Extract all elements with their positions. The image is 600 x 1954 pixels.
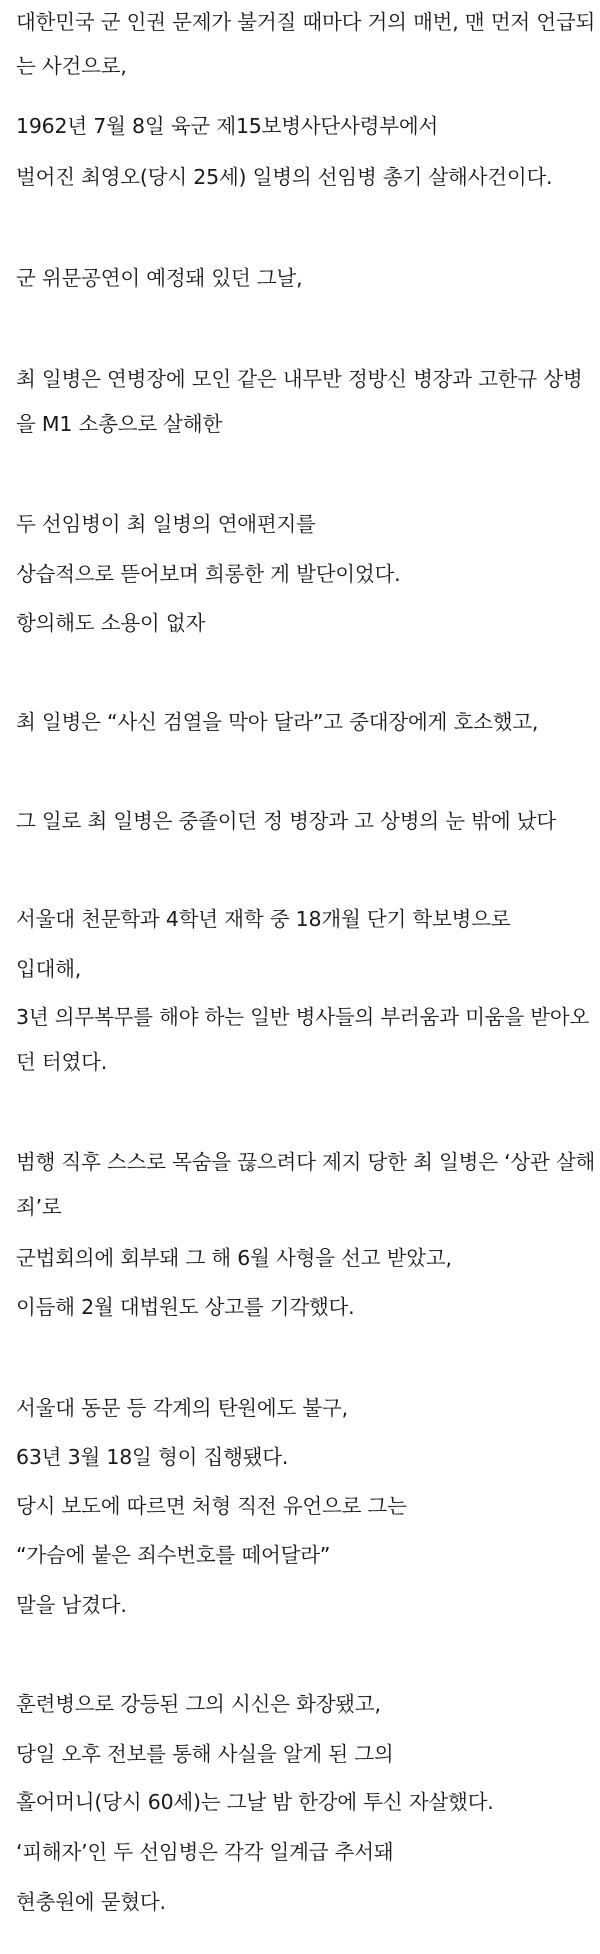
text-line: 죄’로 <box>16 1195 62 1219</box>
text-line: 1962년 7월 8일 육군 제15보병사단사령부에서 <box>16 114 439 138</box>
text-line: 63년 3월 18일 형이 집행됐다. <box>16 1445 289 1469</box>
text-line: 상습적으로 뜯어보며 희롱한 게 발단이었다. <box>16 562 401 586</box>
text-line: 당일 오후 전보를 통해 사실을 알게 된 그의 <box>16 1742 394 1766</box>
text-line: 군 위문공연이 예정돼 있던 그날, <box>16 266 303 290</box>
text-line: 당시 보도에 따르면 처형 직전 유언으로 그는 <box>16 1494 407 1518</box>
text-line: 현충원에 묻혔다. <box>16 1890 166 1914</box>
text-line: 대한민국 군 인권 문제가 불거질 때마다 거의 매번, 맨 먼저 언급되 <box>16 10 596 34</box>
text-line: 최 일병은 연병장에 모인 같은 내무반 정방신 병장과 고한규 상병 <box>16 367 583 391</box>
text-line: 서울대 천문학과 4학년 재학 중 18개월 단기 학보병으로 <box>16 907 511 931</box>
text-line: 항의해도 소용이 없자 <box>16 611 206 635</box>
text-line: 던 터였다. <box>16 1050 108 1074</box>
text-line: 최 일병은 “사신 검열을 막아 달라”고 중대장에게 호소했고, <box>16 710 539 734</box>
text-line: 을 M1 소총으로 살해한 <box>16 412 223 436</box>
text-line: 3년 의무복무를 해야 하는 일반 병사들의 부러움과 미움을 받아오 <box>16 1005 590 1029</box>
text-line: 홀어머니(당시 60세)는 그날 밤 한강에 투신 자살했다. <box>16 1790 494 1814</box>
text-line: 서울대 동문 등 각계의 탄원에도 불구, <box>16 1396 348 1420</box>
text-line: 는 사건으로, <box>16 54 127 78</box>
text-line: 두 선임병이 최 일병의 연애편지를 <box>16 512 316 536</box>
text-line: 말을 남겼다. <box>16 1593 127 1617</box>
text-line: 훈련병으로 강등된 그의 시신은 화장됐고, <box>16 1692 381 1716</box>
text-line: 입대해, <box>16 957 82 981</box>
text-line: 군법회의에 회부돼 그 해 6월 사형을 선고 받았고, <box>16 1246 452 1270</box>
text-line: “가슴에 붙은 죄수번호를 떼어달라” <box>16 1543 331 1567</box>
text-line: 이듬해 2월 대법원도 상고를 기각했다. <box>16 1295 355 1319</box>
text-line: ‘피해자’인 두 선임병은 각각 일계급 추서돼 <box>16 1840 394 1864</box>
text-line: 범행 직후 스스로 목숨을 끊으려다 제지 당한 최 일병은 ‘상관 살해 <box>16 1150 596 1174</box>
text-line: 그 일로 최 일병은 중졸이던 정 병장과 고 상병의 눈 밖에 났다 <box>16 809 556 833</box>
text-line: 벌어진 최영오(당시 25세) 일병의 선임병 총기 살해사건이다. <box>16 165 553 189</box>
